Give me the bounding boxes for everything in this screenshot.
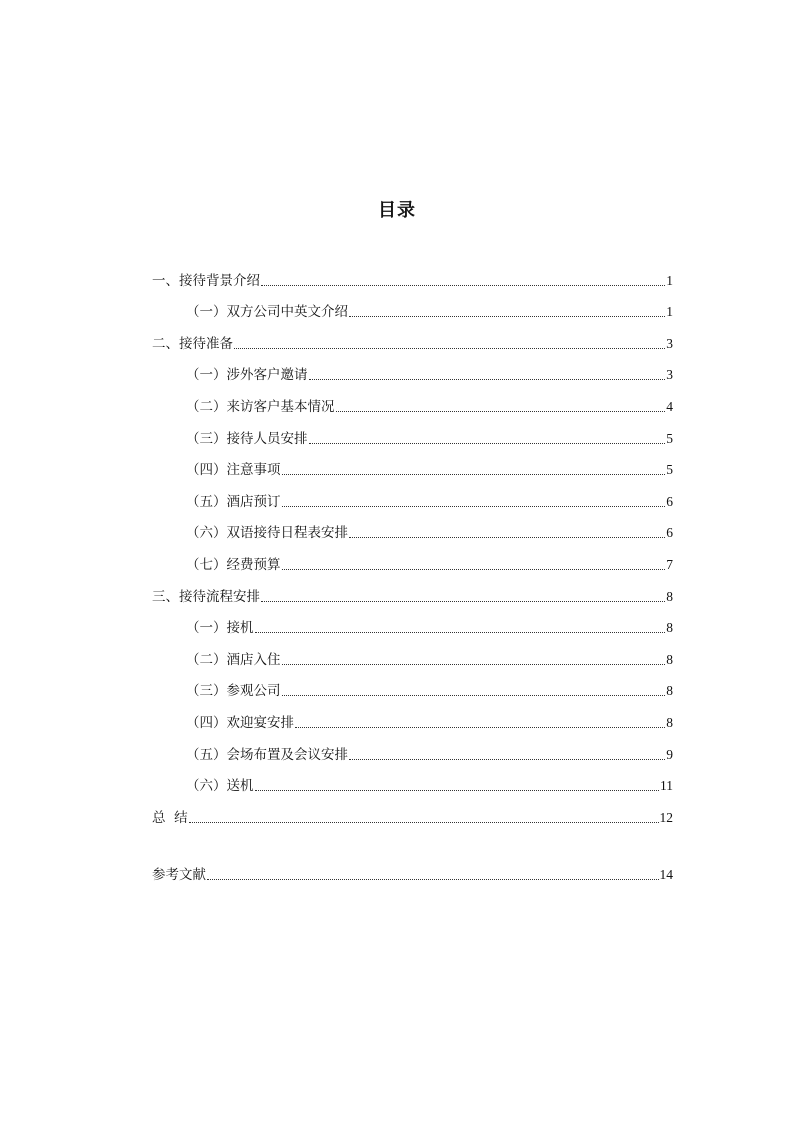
dot-leader (282, 506, 666, 507)
toc-entry-page: 7 (666, 556, 673, 572)
toc-entry[interactable] (152, 580, 673, 612)
toc-entry-label: 三、接待流程安排 (152, 588, 260, 605)
toc-entry-label: （二）酒店入住 (186, 651, 281, 668)
toc-entry[interactable] (152, 738, 673, 770)
toc-entry-page: 12 (659, 809, 673, 825)
dot-leader (295, 727, 665, 728)
dot-leader (309, 443, 666, 444)
toc-entry-label: （七）经费预算 (186, 556, 281, 573)
toc-entry[interactable] (152, 612, 673, 644)
toc-entry-page: 9 (666, 746, 673, 762)
toc-entry-label: （三）接待人员安排 (186, 430, 308, 447)
table-of-contents (152, 264, 673, 890)
toc-entry-page: 11 (660, 778, 673, 794)
toc-entry-label: （一）涉外客户邀请 (186, 367, 308, 384)
toc-entry-label: 总 结 (152, 809, 188, 826)
dot-leader (336, 411, 666, 412)
toc-entry-label: （五）会场布置及会议安排 (186, 746, 348, 763)
dot-leader (255, 790, 660, 791)
dot-leader (349, 316, 665, 317)
toc-entry-page: 8 (666, 714, 673, 730)
toc-entry-page: 1 (666, 272, 673, 288)
dot-leader (282, 664, 666, 665)
dot-leader (189, 822, 659, 823)
toc-entry-page: 3 (666, 335, 673, 351)
toc-entry-label: （二）来访客户基本情况 (186, 398, 335, 415)
toc-entry-label: 参考文献 (152, 867, 206, 884)
toc-entry-page: 6 (666, 525, 673, 541)
toc-entry-label: 一、接待背景介绍 (152, 272, 260, 289)
page-title: 目录 (378, 200, 416, 221)
toc-entry-page: 4 (666, 398, 673, 414)
dot-leader (261, 285, 665, 286)
toc-entry[interactable] (152, 422, 673, 454)
toc-entry[interactable] (152, 390, 673, 422)
toc-entry-label: （六）送机 (186, 778, 254, 795)
toc-entry-page: 3 (666, 367, 673, 383)
toc-entry[interactable] (152, 859, 673, 891)
dot-leader (207, 879, 659, 880)
toc-entry[interactable] (152, 359, 673, 391)
toc-entry-label: （一）双方公司中英文介绍 (186, 304, 348, 321)
dot-leader (255, 632, 666, 633)
toc-entry-page: 8 (666, 588, 673, 604)
toc-entry[interactable] (152, 548, 673, 580)
dot-leader (309, 379, 666, 380)
dot-leader (349, 759, 665, 760)
toc-entry-label: （四）注意事项 (186, 462, 281, 479)
toc-entry-label: （一）接机 (186, 620, 254, 637)
toc-entry[interactable] (152, 296, 673, 328)
toc-entry[interactable] (152, 454, 673, 486)
dot-leader (282, 569, 666, 570)
toc-entry-page: 5 (666, 430, 673, 446)
toc-entry-page: 14 (659, 867, 673, 883)
toc-entry[interactable] (152, 706, 673, 738)
toc-entry-page: 8 (666, 683, 673, 699)
toc-entry-page: 1 (666, 304, 673, 320)
toc-entry-label: （六）双语接待日程表安排 (186, 525, 348, 542)
toc-entry[interactable] (152, 517, 673, 549)
toc-entry-page: 8 (666, 651, 673, 667)
toc-entry-label: （四）欢迎宴安排 (186, 714, 294, 731)
toc-entry-page: 5 (666, 462, 673, 478)
toc-entry-label: （三）参观公司 (186, 683, 281, 700)
dot-leader (261, 601, 665, 602)
toc-entry-label: （五）酒店预订 (186, 493, 281, 510)
toc-entry-label: 二、接待准备 (152, 335, 233, 352)
toc-entry[interactable] (152, 264, 673, 296)
toc-entry-page: 6 (666, 493, 673, 509)
toc-entry[interactable] (152, 485, 673, 517)
toc-entry[interactable] (152, 675, 673, 707)
toc-entry[interactable] (152, 327, 673, 359)
dot-leader (234, 348, 665, 349)
toc-entry[interactable] (152, 643, 673, 675)
toc-entry-page: 8 (666, 620, 673, 636)
dot-leader (282, 695, 666, 696)
dot-leader (282, 474, 666, 475)
toc-entry[interactable] (152, 770, 673, 802)
toc-entry[interactable] (152, 801, 673, 833)
dot-leader (349, 537, 665, 538)
